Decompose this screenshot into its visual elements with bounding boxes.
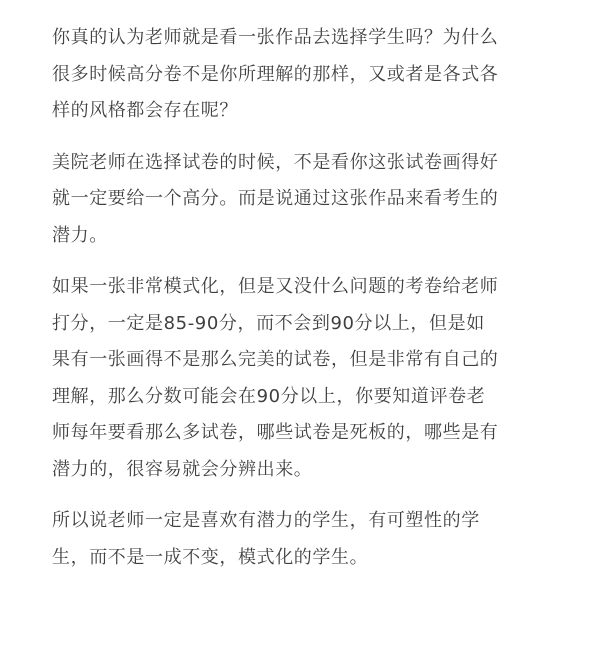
paragraph-1: [52, 20, 552, 130]
paragraph-line: 师每年要看那么多试卷，哪些试卷是死板的，哪些是有: [52, 422, 499, 443]
paragraph-line: 潜力的，很容易就会分辨出来。: [52, 458, 313, 480]
paragraph-line: 美院老师在选择试卷的时候，不是看你这张试卷画得好: [52, 151, 499, 173]
paragraph-line: 生，而不是一成不变，模式化的学生。: [52, 546, 369, 568]
paragraph-2: [52, 145, 552, 255]
paragraph-line: 很多时候高分卷不是你所理解的那样，又或者是各式各: [52, 63, 499, 85]
paragraph-line: 你真的认为老师就是看一张作品去选择学生吗？为什么: [52, 27, 499, 48]
paragraph-line: 样的风格都会存在呢？: [52, 100, 238, 121]
paragraph-4: [52, 503, 552, 576]
article-body: [52, 20, 552, 591]
paragraph-line: 打分，一定是85-90分，而不会到90分以上，但是如: [52, 312, 485, 334]
paragraph-line: 潜力。: [52, 224, 108, 246]
paragraph-line: 果有一张画得不是那么完美的试卷，但是非常有自己的: [52, 349, 499, 370]
paragraph-line: 如果一张非常模式化，但是又没什么问题的考卷给老师: [52, 276, 499, 297]
paragraph-3: [52, 269, 552, 488]
paragraph-line: 所以说老师一定是喜欢有潜力的学生，有可塑性的学: [52, 510, 480, 531]
paragraph-line: 就一定要给一个高分。而是说通过这张作品来看考生的: [52, 188, 499, 209]
paragraph-line: 理解，那么分数可能会在90分以上，你要知道评卷老: [52, 385, 486, 407]
